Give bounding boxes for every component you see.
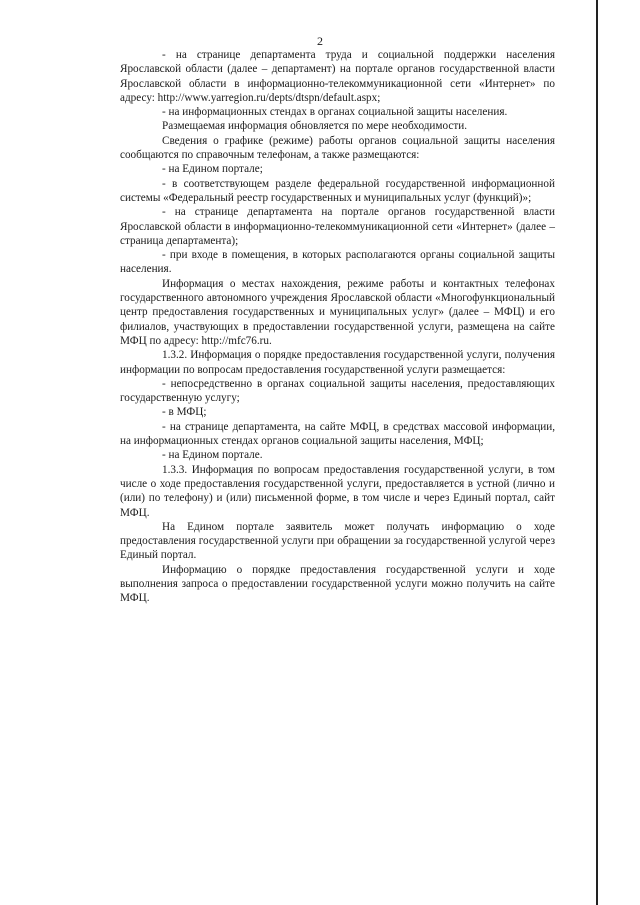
paragraph-section-1-3-2: 1.3.2. Информация о порядке предоставления государственной услуги, получения информации по вопросам предоставления государственной услуги размещается: (120, 349, 555, 376)
paragraph-media-and-stands: - на странице департамента, на сайте МФЦ, в средствах массовой информации, на информационных стендах органов социальной защиты населения, МФЦ; (120, 420, 555, 448)
paragraph-premises-entrance: - при входе в помещения, в которых располагаются органы социальной защиты населения. (120, 249, 555, 276)
paragraph-department-page: - на странице департамента труда и социальной поддержки населения Ярославской области (далее – департамент) на портале органов государственной власти Ярославской области в информационно-телекоммуникационной сети «Интернет» по адресу: http://www.yarregion.ru/depts/dtspn/default.aspx; (120, 49, 555, 104)
paragraph-in-mfc: - в МФЦ; (162, 406, 207, 419)
paragraph-applicant-progress: На Едином портале заявитель может получать информацию о ходе предоставления государственной услуги при обращении за государственной услугой через Единый портал. (120, 520, 555, 562)
paragraph-mfc-info: Информация о местах нахождения, режиме работы и контактных телефонах государственного автономного учреждения Ярославской области «Многофункциональный центр предоставления государственных и муниципальных услуг» (далее – МФЦ) и его филиалов, участвующих в предоставлении государственной услуги, размещена на сайте МФЦ по адресу: http://mfc76.ru. (120, 277, 555, 347)
paragraph-schedule-info: Сведения о графике (режиме) работы органов социальной защиты населения сообщаются по справочным телефонам, а также размещаются: (120, 134, 555, 162)
paragraph-federal-registry: - в соответствующем разделе федеральной государственной информационной системы «Федеральный реестр государственных и муниципальных услуг (функций)»; (120, 177, 555, 204)
page-number: 2 (317, 34, 323, 48)
document-body (120, 48, 555, 606)
paragraph-info-updated: Размещаемая информация обновляется по мере необходимости. (162, 120, 468, 133)
paragraph-section-1-3-3: 1.3.3. Информация по вопросам предоставления государственной услуги, в том числе о ходе предоставления государственной услуги, предоставляется в устной (лично и (или) по телефону) и (или) письменной форме, в том числе и через Единый портал, сайт МФЦ. (120, 463, 555, 519)
paragraph-department-portal-page: - на странице департамента на портале органов государственной власти Ярославской области в информационно-телекоммуникационной сети «Интернет» (далее – страница департамента); (120, 206, 555, 247)
paragraph-request-status-mfc: Информацию о порядке предоставления государственной услуги и ходе выполнения запроса о предоставлении государственной услуги можно получить на сайте МФЦ. (120, 563, 555, 605)
paragraph-info-stands: - на информационных стендах в органах социальной защиты населения. (162, 106, 508, 119)
paragraph-social-protection-bodies: - непосредственно в органах социальной защиты населения, предоставляющих государственную услугу; (120, 377, 555, 405)
paragraph-on-unified-portal: - на Едином портале. (162, 449, 263, 462)
page-edge-line (596, 0, 598, 905)
paragraph-unified-portal: - на Едином портале; (162, 163, 263, 176)
